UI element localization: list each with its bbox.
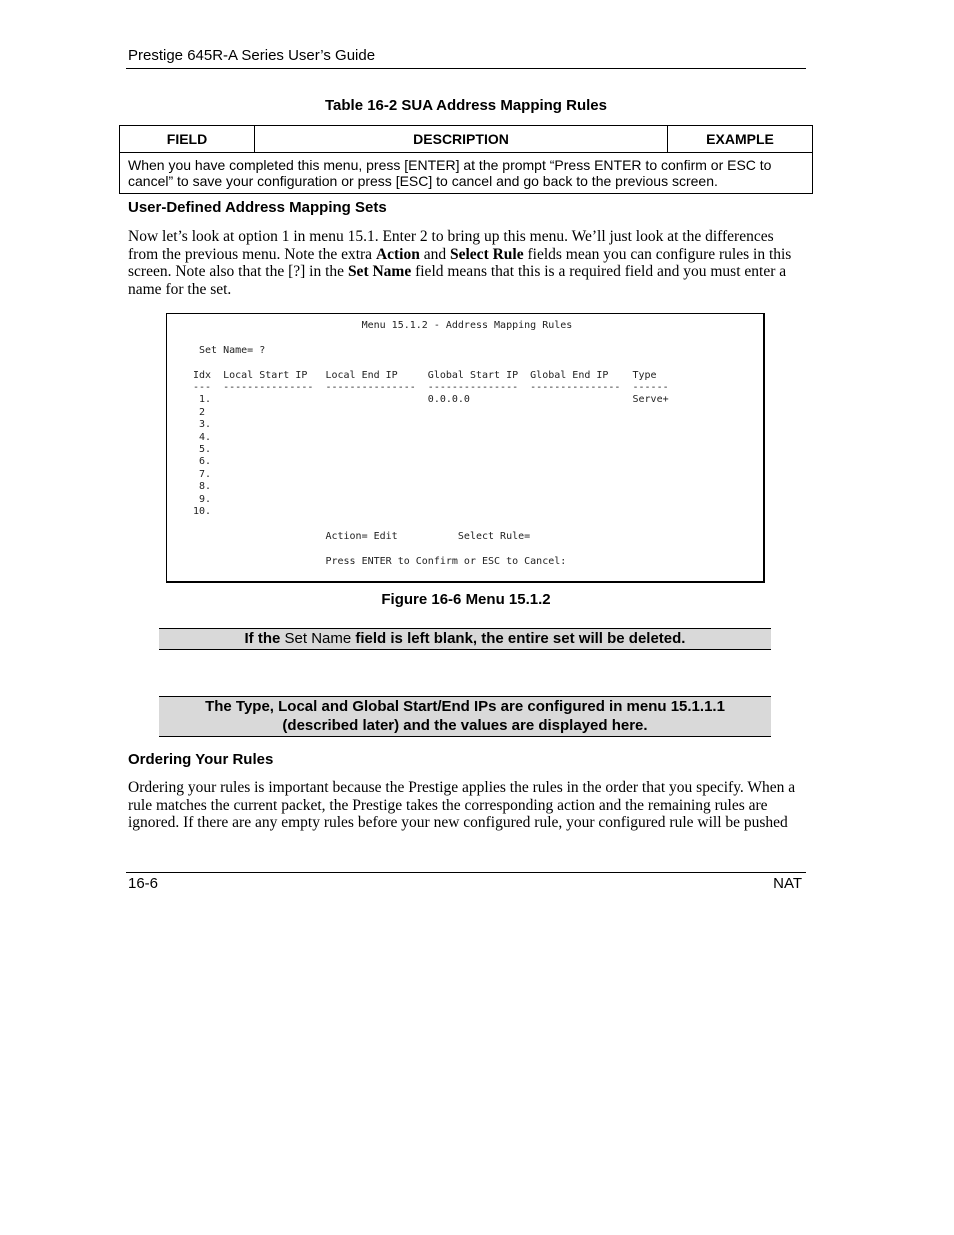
page-number: 16-6 xyxy=(128,875,159,892)
note-text-plain: Set Name xyxy=(284,630,352,647)
para-text: and xyxy=(419,245,450,263)
column-header-description: DESCRIPTION xyxy=(255,126,668,153)
terminal-text: Menu 15.1.2 - Address Mapping Rules Set Name= ? Idx Local Start IP Local End IP Global Start IP Global End IP Type --- --------------- --------------- --------------- --------------- ------ 1. 0.0.0.0 Serve+ 2 3. 4. 5. 6. 7. 8. 9. 10. Action= Edit Select Rule= Press ENTER to Confirm or ESC to Cancel: xyxy=(193,320,669,567)
terminal-screen xyxy=(166,313,765,583)
footer-rule xyxy=(126,872,806,873)
header-rule xyxy=(126,68,806,69)
note-box-configured-ips xyxy=(159,696,771,737)
column-header-example: EXAMPLE xyxy=(668,126,813,153)
table-cell-note: When you have completed this menu, press [ENTER] at the prompt “Press ENTER to confirm or ESC to cancel” to save your configuration or press [ESC] to cancel and go back to the previous screen. xyxy=(120,153,813,194)
sua-mapping-table xyxy=(119,125,813,194)
running-header: Prestige 645R-A Series User’s Guide xyxy=(128,47,376,64)
para-text: field means that this is a required field and you must enter a name for the set. xyxy=(128,263,787,298)
column-header-field: FIELD xyxy=(120,126,255,153)
section1-paragraph xyxy=(128,228,804,298)
chapter-name: NAT xyxy=(773,875,802,892)
para-text: fields mean you can configure rules in this screen. Note also that the [?] in the xyxy=(128,245,792,281)
table-caption: Table 16-2 SUA Address Mapping Rules xyxy=(324,97,607,114)
para-bold-set-name: Set Name xyxy=(347,263,412,281)
para-bold-action: Action xyxy=(375,245,420,263)
section-heading-ordering: Ordering Your Rules xyxy=(128,751,274,768)
note-text: field is left blank, the entire set will be deleted. xyxy=(351,630,686,647)
note-text: If the xyxy=(244,630,285,647)
section-heading-user-defined: User-Defined Address Mapping Sets xyxy=(128,199,387,216)
note-line: (described later) and the values are displayed here. xyxy=(282,717,648,734)
section2-paragraph: Ordering your rules is important because the Prestige applies the rules in the order that you specify. When a rule matches the current packet, the Prestige takes the corresponding action and the remaining rules are ignored. If there are any empty rules before your new configured rule, your configured rule will be pushed xyxy=(128,779,796,832)
note-box-set-name xyxy=(159,628,771,650)
figure-caption: Figure 16-6 Menu 15.1.2 xyxy=(381,591,551,608)
para-text: Now let’s look at option 1 in menu 15.1. Enter 2 to bring up this menu. We’ll just look at the differences from the previous menu. Note the extra xyxy=(128,228,774,263)
table-row xyxy=(120,153,813,194)
para-bold-select-rule: Select Rule xyxy=(450,245,524,263)
note-line: The Type, Local and Global Start/End IPs are configured in menu 15.1.1.1 xyxy=(205,698,725,715)
table-header-row xyxy=(120,126,813,153)
